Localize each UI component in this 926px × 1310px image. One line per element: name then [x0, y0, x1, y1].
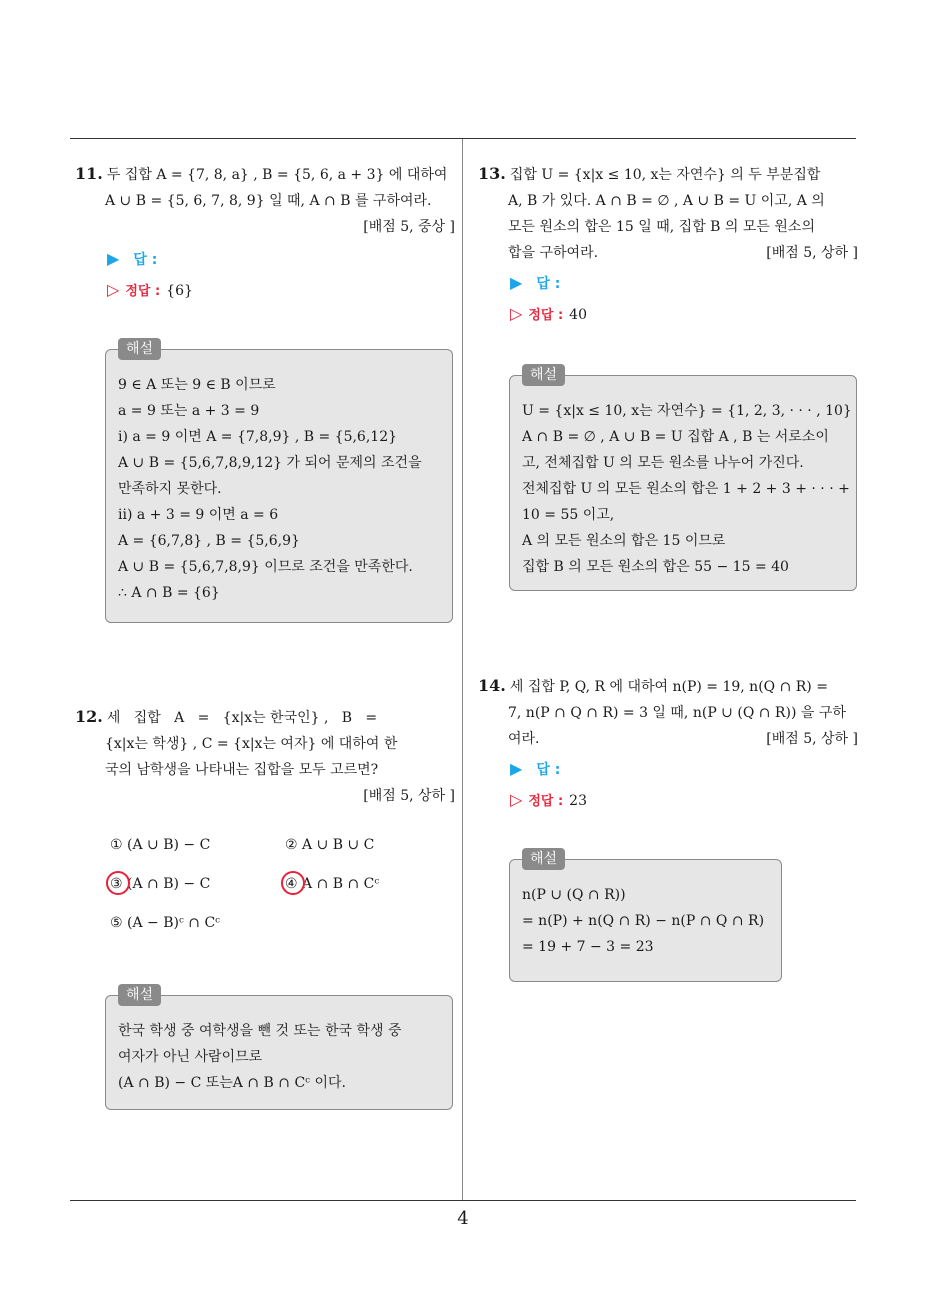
problem-row: [478, 240, 858, 266]
choice-3[interactable]: [110, 873, 210, 895]
score-label: [배점 5, 상하 ]: [766, 731, 858, 747]
solution-line: i) a = 9 이면 A = {7,8,9} , B = {5,6,12}: [118, 429, 398, 445]
problem-number: 13.: [478, 164, 506, 183]
problem-number: 12.: [75, 707, 103, 726]
solution-line: A ∩ B = ∅ , A ∪ B = U 집합 A , B 는 서로소이: [522, 429, 829, 445]
problem-text: 7, n(P ∩ Q ∩ R) = 3 일 때, n(P ∪ (Q ∩ R)) 을 구하: [508, 705, 846, 721]
solution-box-14: [509, 851, 782, 982]
solution-box-13: [509, 367, 857, 591]
correct-triangle-icon: ▷: [510, 790, 523, 809]
solution-line: 10 = 55 이고,: [522, 507, 615, 523]
answer-line: [478, 756, 858, 783]
correct-triangle-icon: ▷: [107, 280, 120, 299]
problem-text: 세 집합 P, Q, R 에 대하여 n(P) = 19, n(Q ∩ R) =: [509, 679, 828, 695]
solution-line: ∴ A ∩ B = {6}: [118, 585, 220, 601]
choice-mark: ①: [110, 837, 123, 853]
choice-5[interactable]: [110, 912, 220, 934]
correct-line: [478, 301, 858, 329]
header-rule: [70, 138, 856, 139]
answer-label: 답 :: [536, 762, 561, 778]
solution-line: A = {6,7,8} , B = {5,6,9}: [118, 533, 300, 549]
problem-13: [478, 161, 858, 329]
answer-triangle-icon: ▶: [510, 759, 523, 778]
choice-mark: ⑤: [110, 915, 123, 931]
correct-label: 정답 :: [528, 308, 564, 323]
choice-text: A ∪ B ∪ C: [302, 837, 375, 853]
problem-12: [75, 704, 455, 809]
solution-box-12: [105, 987, 453, 1110]
problem-text: {x|x는 학생} , C = {x|x는 여자} 에 대하여 한: [105, 736, 398, 752]
choice-2[interactable]: [285, 834, 374, 856]
choice-mark: ③: [110, 876, 123, 892]
problem-row: [478, 726, 858, 752]
column-divider: [462, 139, 463, 1200]
answer-line: [478, 270, 858, 297]
answer-line: [75, 246, 455, 273]
solution-line: A ∪ B = {5,6,7,8,9} 이므로 조건을 만족한다.: [118, 559, 413, 575]
solution-line: = 19 + 7 − 3 = 23: [522, 939, 654, 955]
choice-text: (A ∪ B) − C: [127, 837, 211, 853]
solution-tag: 해설: [118, 338, 161, 360]
correct-line: [75, 277, 455, 305]
selected-circle-icon: [281, 871, 305, 895]
solution-tag: 해설: [522, 848, 565, 870]
choice-text: (A − B)ᶜ ∩ Cᶜ: [127, 915, 221, 931]
correct-value: {6}: [166, 283, 193, 299]
solution-box-11: [105, 341, 453, 623]
problem-text: 세 집합 A = {x|x는 한국인} , B =: [106, 710, 378, 726]
solution-line: (A ∩ B) − C 또는A ∩ B ∩ Cᶜ 이다.: [118, 1075, 346, 1091]
choice-text: A ∩ B ∩ Cᶜ: [302, 876, 380, 892]
problem-14: [478, 673, 858, 815]
solution-line: 9 ∈ A 또는 9 ∈ B 이므로: [118, 377, 276, 393]
score-label: [배점 5, 상하 ]: [766, 245, 858, 261]
solution-line: 고, 전체집합 U 의 모든 원소를 나누어 가진다.: [522, 455, 804, 471]
solution-line: a = 9 또는 a + 3 = 9: [118, 403, 260, 419]
problem-11: [75, 161, 455, 305]
problem-text: A ∪ B = {5, 6, 7, 8, 9} 일 때, A ∩ B 를 구하여라.: [105, 193, 432, 209]
problem-number: 11.: [75, 164, 103, 183]
correct-label: 정답 :: [528, 794, 564, 809]
selected-circle-icon: [106, 871, 130, 895]
solution-line: U = {x|x ≤ 10, x는 자연수} = {1, 2, 3, · · · , 10}: [522, 403, 852, 419]
correct-value: 40: [569, 307, 587, 323]
solution-tag: 해설: [118, 984, 161, 1006]
problem-number: 14.: [478, 676, 506, 695]
answer-label: 답 :: [536, 276, 561, 292]
problem-text: A, B 가 있다. A ∩ B = ∅ , A ∪ B = U 이고, A 의: [508, 193, 825, 209]
choice-mark: ②: [285, 837, 298, 853]
problem-text: 국의 남학생을 나타내는 집합을 모두 고르면?: [105, 762, 379, 778]
correct-triangle-icon: ▷: [510, 304, 523, 323]
problem-text: 합을 구하여라.: [508, 245, 599, 261]
footer-rule: [70, 1200, 856, 1201]
correct-label: 정답 :: [125, 284, 161, 299]
problem-text: 집합 U = {x|x ≤ 10, x는 자연수} 의 두 부분집합: [509, 167, 821, 183]
solution-tag: 해설: [522, 364, 565, 386]
choice-text: (A ∩ B) − C: [127, 876, 211, 892]
score-label: [배점 5, 중상 ]: [363, 219, 455, 235]
choice-mark: ④: [285, 876, 298, 892]
correct-value: 23: [569, 793, 587, 809]
choice-4[interactable]: [285, 873, 379, 895]
solution-line: 만족하지 못한다.: [118, 481, 222, 497]
problem-text: 여라.: [508, 731, 540, 747]
solution-line: ii) a + 3 = 9 이면 a = 6: [118, 507, 279, 523]
score-label: [배점 5, 상하 ]: [363, 788, 455, 804]
solution-line: = n(P) + n(Q ∩ R) − n(P ∩ Q ∩ R): [522, 913, 765, 929]
answer-triangle-icon: ▶: [510, 273, 523, 292]
solution-line: 전체집합 U 의 모든 원소의 합은 1 + 2 + 3 + · · · +: [522, 481, 850, 497]
solution-line: 집합 B 의 모든 원소의 합은 55 − 15 = 40: [522, 559, 789, 575]
solution-line: A 의 모든 원소의 합은 15 이므로: [522, 533, 726, 549]
correct-line: [478, 787, 858, 815]
solution-line: n(P ∪ (Q ∩ R)): [522, 887, 626, 903]
problem-text: 두 집합 A = {7, 8, a} , B = {5, 6, a + 3} 에 대하여: [106, 167, 448, 183]
solution-line: A ∪ B = {5,6,7,8,9,12} 가 되어 문제의 조건을: [118, 455, 422, 471]
page-number: 4: [457, 1208, 469, 1229]
solution-line: 한국 학생 중 여학생을 뺀 것 또는 한국 학생 중: [118, 1023, 402, 1039]
solution-line: 여자가 아닌 사람이므로: [118, 1049, 263, 1065]
problem-text: 모든 원소의 합은 15 일 때, 집합 B 의 모든 원소의: [508, 219, 815, 235]
answer-triangle-icon: ▶: [107, 249, 120, 268]
choice-1[interactable]: [110, 834, 210, 856]
answer-label: 답 :: [133, 252, 158, 268]
